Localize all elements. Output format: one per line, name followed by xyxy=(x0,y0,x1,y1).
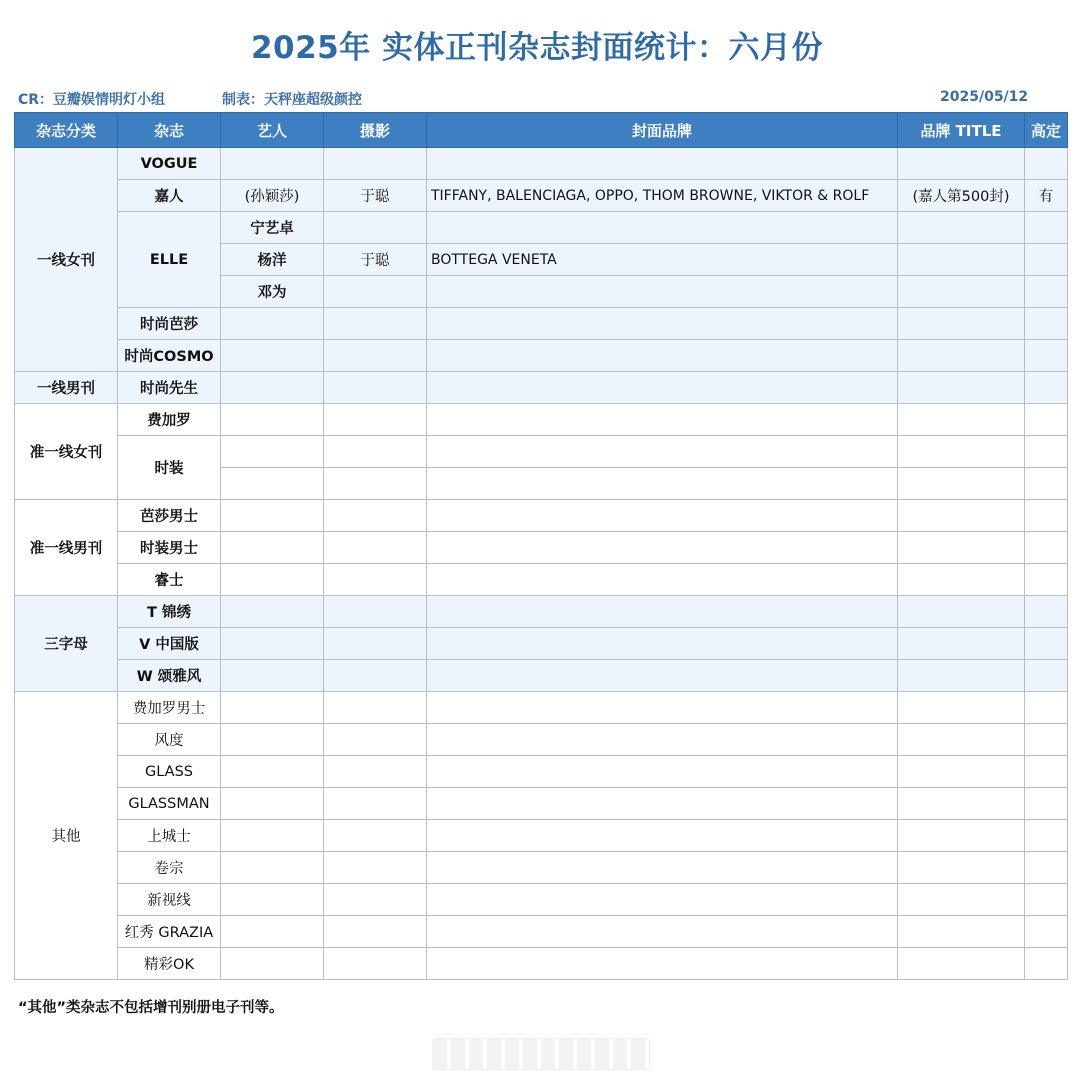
watermark-bar xyxy=(432,1038,650,1070)
magazine-cell: 新视线 xyxy=(118,884,221,916)
header-brand-title: 品牌 TITLE xyxy=(898,113,1025,148)
header-photographer: 摄影 xyxy=(324,113,427,148)
table-row xyxy=(15,404,1068,436)
artist-cell: 邓为 xyxy=(221,276,324,308)
magazine-cell: 风度 xyxy=(118,724,221,756)
artist-cell: (孙颖莎) xyxy=(221,180,324,212)
magazine-cell: VOGUE xyxy=(118,148,221,180)
magazine-cell: 睿士 xyxy=(118,564,221,596)
category-cell: 准一线男刊 xyxy=(15,500,118,596)
magazine-cell: GLASS xyxy=(118,756,221,788)
table-row xyxy=(15,756,1068,788)
artist-cell: 宁艺卓 xyxy=(221,212,324,244)
table-row xyxy=(15,212,1068,244)
table-row xyxy=(15,852,1068,884)
table-row xyxy=(15,820,1068,852)
table-row xyxy=(15,916,1068,948)
table-row xyxy=(15,884,1068,916)
table-row xyxy=(15,308,1068,340)
magazine-cell: 时尚先生 xyxy=(118,372,221,404)
magazine-cell: 费加罗男士 xyxy=(118,692,221,724)
header-cover-brands: 封面品牌 xyxy=(427,113,898,148)
table-row xyxy=(15,148,1068,180)
table-row xyxy=(15,596,1068,628)
magazine-cell: 芭莎男士 xyxy=(118,500,221,532)
table-row xyxy=(15,948,1068,980)
brands-cell: BOTTEGA VENETA xyxy=(427,244,898,276)
category-cell: 一线男刊 xyxy=(15,372,118,404)
header-artist: 艺人 xyxy=(221,113,324,148)
page-title: 2025年 实体正刊杂志封面统计：六月份 xyxy=(250,30,824,66)
header-row xyxy=(15,113,1068,148)
magazine-cell: V 中国版 xyxy=(118,628,221,660)
magazine-cell: 卷宗 xyxy=(118,852,221,884)
category-cell: 其他 xyxy=(15,692,118,980)
table-row xyxy=(15,628,1068,660)
magazine-cell: 费加罗 xyxy=(118,404,221,436)
table-row xyxy=(15,372,1068,404)
magazine-cell: ELLE xyxy=(118,212,221,308)
couture-cell: 有 xyxy=(1025,180,1068,212)
magazine-cell: 时装男士 xyxy=(118,532,221,564)
table-row xyxy=(15,500,1068,532)
category-cell: 三字母 xyxy=(15,596,118,692)
table-row xyxy=(15,788,1068,820)
magazine-cell: W 颂雅风 xyxy=(118,660,221,692)
table-row xyxy=(15,692,1068,724)
brands-cell: TIFFANY, BALENCIAGA, OPPO, THOM BROWNE, VIKTOR & ROLF xyxy=(427,180,898,212)
header-magazine: 杂志 xyxy=(118,113,221,148)
magazine-cell: 上城士 xyxy=(118,820,221,852)
header-category: 杂志分类 xyxy=(15,113,118,148)
table-row xyxy=(15,436,1068,468)
date-text: 2025/05/12 xyxy=(940,89,1029,105)
title-cell: (嘉人第500封) xyxy=(898,180,1025,212)
artist-cell: 杨洋 xyxy=(221,244,324,276)
magazine-cell: GLASSMAN xyxy=(118,788,221,820)
magazine-cell: T 锦绣 xyxy=(118,596,221,628)
category-cell: 一线女刊 xyxy=(15,148,118,372)
magazine-cell: 时装 xyxy=(118,436,221,500)
credit-text: CR：豆瓣娱情明灯小组 xyxy=(18,92,166,108)
magazine-cell: 红秀 GRAZIA xyxy=(118,916,221,948)
footnote: “其他”类杂志不包括增刊别册电子刊等。 xyxy=(18,1000,284,1016)
photographer-cell: 于聪 xyxy=(324,244,427,276)
table-row xyxy=(15,660,1068,692)
table-row xyxy=(15,564,1068,596)
magazine-cover-table xyxy=(14,112,1068,980)
maker-text: 制表：天秤座超级颜控 xyxy=(222,92,362,108)
magazine-cell: 精彩OK xyxy=(118,948,221,980)
header-couture: 高定 xyxy=(1025,113,1068,148)
category-cell: 准一线女刊 xyxy=(15,404,118,500)
table-row xyxy=(15,532,1068,564)
magazine-cell: 时尚COSMO xyxy=(118,340,221,372)
magazine-cell: 嘉人 xyxy=(118,180,221,212)
photographer-cell: 于聪 xyxy=(324,180,427,212)
table-row xyxy=(15,724,1068,756)
table-row xyxy=(15,340,1068,372)
table-row xyxy=(15,180,1068,212)
magazine-cell: 时尚芭莎 xyxy=(118,308,221,340)
